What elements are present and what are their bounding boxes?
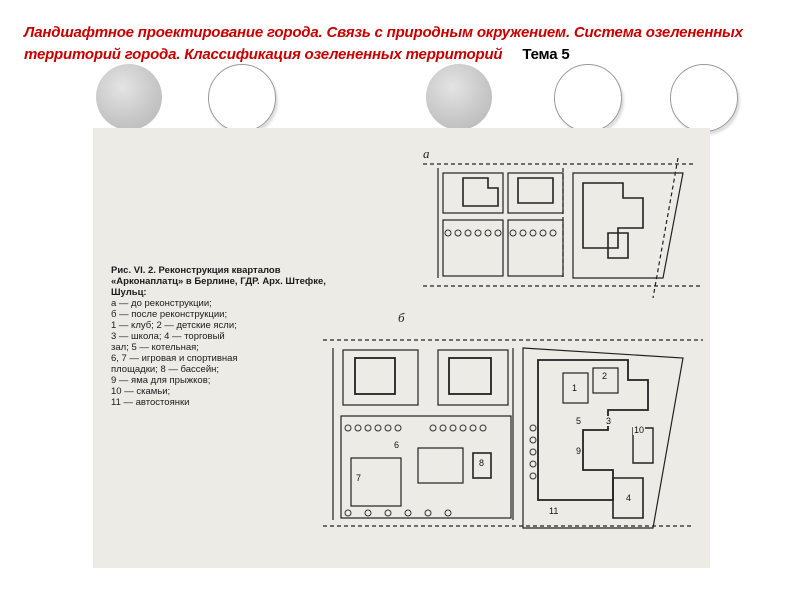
plan-number-1: 1 (572, 383, 578, 393)
plan-number-4: 4 (626, 493, 632, 503)
title-text: Ландшафтное проектирование города. Связь с природным окружением. Система озелененных территорий города. Классификация озелененных территорий (24, 24, 743, 63)
plan-number-11: 11 (549, 506, 559, 516)
plan-number-3: 3 (606, 416, 612, 426)
decor-circle-1 (96, 64, 162, 130)
caption-line: а — до реконструкции; (111, 298, 212, 309)
caption-line: 11 — автостоянки (111, 397, 190, 408)
plan-number-7: 7 (356, 473, 362, 483)
plan-number-9: 9 (576, 446, 582, 456)
caption-line: зал; 5 — котельная; (111, 342, 199, 353)
plan-number-2: 2 (602, 371, 608, 381)
decor-circle-2 (208, 64, 276, 132)
caption-line: 9 — яма для прыжков; (111, 375, 211, 386)
caption-line: 10 — скамьи; (111, 386, 171, 397)
caption-title: Рис. VI. 2. Реконструкция кварталов «Арконаплатц» в Берлине, ГДР. Арх. Штефке, Шульц: (111, 265, 326, 298)
topic-label: Тема 5 (522, 46, 570, 63)
sublabel-a: а (423, 146, 430, 161)
caption-line: площадки; 8 — бассейн; (111, 364, 220, 375)
caption-line: б — после реконструкции; (111, 309, 228, 320)
plan-number-10: 10 (634, 425, 645, 435)
sublabel-b: б (398, 310, 405, 325)
decor-circle-5 (670, 64, 738, 132)
caption-line: 3 — школа; 4 — торговый (111, 331, 225, 342)
plan-number-6: 6 (394, 440, 400, 450)
caption-line: 1 — клуб; 2 — детские ясли; (111, 320, 237, 331)
decor-circle-3 (426, 64, 492, 130)
figure-caption (111, 265, 351, 408)
slide-title (24, 22, 784, 66)
decor-circle-4 (554, 64, 622, 132)
plan-number-8: 8 (479, 458, 485, 468)
plan-number-5: 5 (576, 416, 582, 426)
plan-figure (93, 128, 710, 568)
caption-line: 6, 7 — игровая и спортивная (111, 353, 238, 364)
